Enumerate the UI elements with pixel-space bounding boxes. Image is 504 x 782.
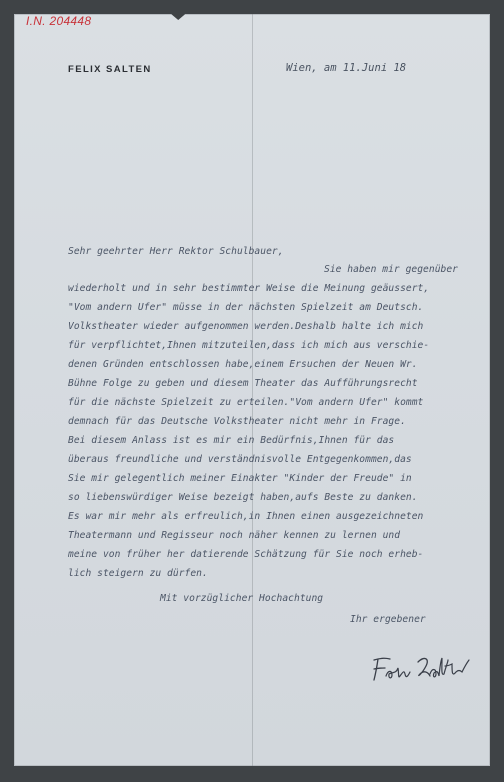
body-line: denen Gründen entschlossen habe,einem Ersuchen der Neuen Wr. xyxy=(68,359,418,370)
body-line: Bei diesem Anlass ist es mir ein Bedürfnis,Ihnen für das xyxy=(68,435,395,446)
body-line: Es war mir mehr als erfreulich,in Ihnen einen ausgezeichneten xyxy=(68,511,424,522)
body-line: für verpflichtet,Ihnen mitzuteilen,dass ich mich aus verschie- xyxy=(68,340,430,351)
salutation: Sehr geehrter Herr Rektor Schulbauer, xyxy=(68,246,284,257)
body-line: Sie haben mir gegenüber xyxy=(324,264,458,275)
body-line: für die nächste Spielzeit zu erteilen."Vom andern Ufer" kommt xyxy=(68,397,424,408)
body-line: lich steigern zu dürfen. xyxy=(68,568,208,579)
body-line: meine von früher her datierende Schätzung für Sie noch erheb- xyxy=(68,549,424,560)
body-line: Volkstheater wieder aufgenommen werden.Deshalb halte ich mich xyxy=(68,321,424,332)
body-line: Bühne Folge zu geben und diesem Theater das Aufführungsrecht xyxy=(68,378,418,389)
body-line: Sie mir gelegentlich meiner Einakter "Kinder der Freude" in xyxy=(68,473,412,484)
body-line: "Vom andern Ufer" müsse in der nächsten Spielzeit am Deutsch. xyxy=(68,302,424,313)
handwritten-signature xyxy=(368,652,472,690)
body-line: überaus freundliche und verständnisvolle Entgegenkommen,das xyxy=(68,454,412,465)
signature-scribble xyxy=(368,652,472,686)
body-line: Theatermann und Regisseur noch näher kennen zu lernen und xyxy=(68,530,401,541)
letterhead: FELIX SALTEN xyxy=(68,64,152,75)
closing: Mit vorzüglicher Hochachtung xyxy=(160,593,324,604)
body-line: so liebenswürdiger Weise bezeigt haben,aufs Beste zu danken. xyxy=(68,492,418,503)
archive-number: I.N. 204448 xyxy=(26,14,92,28)
dateline: Wien, am 11.Juni 18 xyxy=(286,62,407,74)
body-line: wiederholt und in sehr bestimmter Weise die Meinung geäussert, xyxy=(68,283,430,294)
yours: Ihr ergebener xyxy=(350,614,426,625)
body-line: demnach für das Deutsche Volkstheater nicht mehr in Frage. xyxy=(68,416,406,427)
paper-fold xyxy=(252,14,253,766)
